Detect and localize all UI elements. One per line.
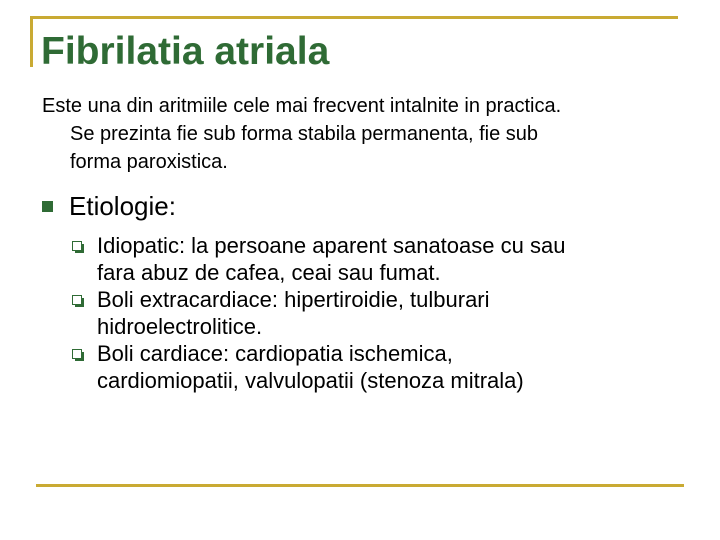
- slide-title: Fibrilatia atriala: [41, 30, 330, 73]
- frame-left-rule: [30, 16, 33, 67]
- filled-square-icon: [42, 201, 53, 212]
- sub-bullet-item: [96, 232, 696, 286]
- shadowed-square-icon: [72, 241, 82, 251]
- sub-bullet-item: [96, 340, 696, 394]
- frame-bottom-rule: [36, 484, 684, 487]
- intro-paragraph: [42, 92, 682, 176]
- sub-bullet-line: hidroelectrolitice.: [97, 314, 263, 339]
- shadowed-square-icon: [72, 349, 82, 359]
- sub-bullet-item: [96, 286, 696, 340]
- bullet-etiologie: [42, 190, 176, 222]
- sub-bullet-line: cardiomiopatii, valvulopatii (stenoza mitrala): [97, 368, 524, 393]
- intro-line: Se prezinta fie sub forma stabila permanenta, fie sub: [70, 123, 539, 145]
- frame-top-rule: [30, 16, 678, 19]
- sub-bullet-line: Boli cardiace: cardiopatia ischemica,: [97, 341, 453, 366]
- bullet-label: Etiologie:: [69, 191, 176, 221]
- intro-line: forma paroxistica.: [70, 151, 228, 173]
- intro-line: Este una din aritmiile cele mai frecvent intalnite in practica.: [42, 95, 562, 117]
- sub-bullet-line: Boli extracardiace: hipertiroidie, tulburari: [97, 287, 490, 312]
- sub-bullet-list: [96, 232, 696, 394]
- sub-bullet-line: fara abuz de cafea, ceai sau fumat.: [97, 260, 441, 285]
- shadowed-square-icon: [72, 295, 82, 305]
- sub-bullet-line: Idiopatic: la persoane aparent sanatoase cu sau: [97, 233, 566, 258]
